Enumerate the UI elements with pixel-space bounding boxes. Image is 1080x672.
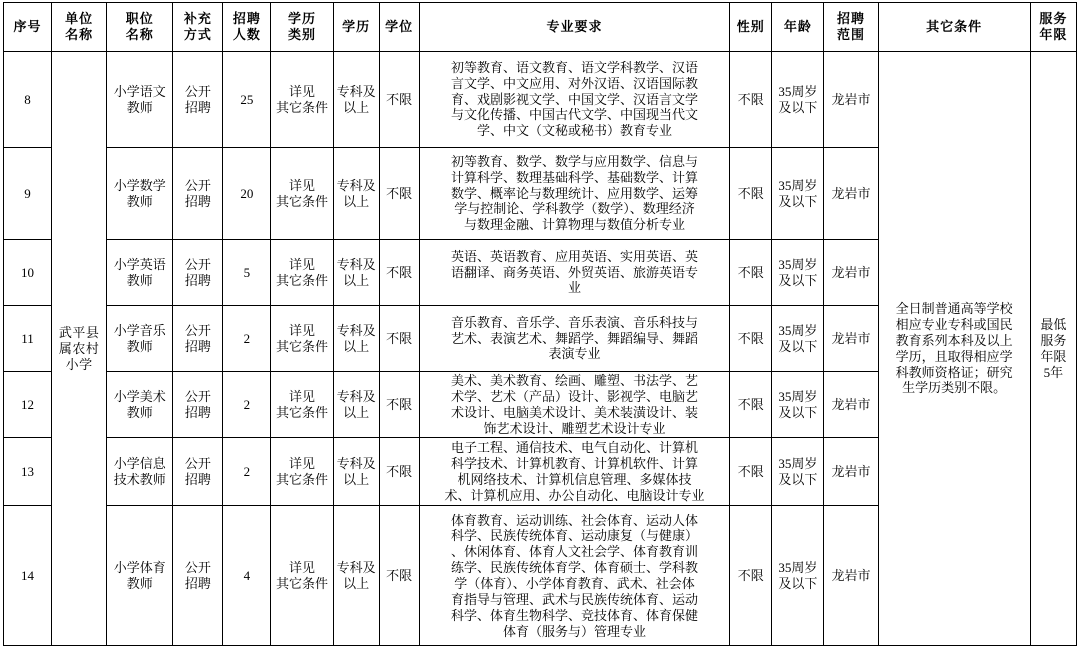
cell-edu-category: 详见 其它条件: [271, 438, 333, 506]
cell-major: 电子工程、通信技术、电气自动化、计算机 科学技术、计算机教育、计算机软件、计算 机网络技术、计算机信息管理、多媒体技 术、计算机应用、办公自动化、电脑设计专业: [419, 438, 730, 506]
cell-scope: 龙岩市: [824, 240, 878, 306]
cell-seq: 9: [4, 148, 52, 240]
header-education: 学历: [333, 3, 379, 52]
cell-education: 专科及 以上: [333, 438, 379, 506]
header-edu-category: 学历 类别: [271, 3, 333, 52]
cell-service-years: 最低 服务 年限 5年: [1030, 52, 1076, 646]
header-service-years: 服务 年限: [1030, 3, 1076, 52]
cell-degree: 不限: [379, 148, 419, 240]
cell-scope: 龙岩市: [824, 52, 878, 148]
header-degree: 学位: [379, 3, 419, 52]
table-body: [4, 52, 1077, 646]
header-position-name: 职位 名称: [107, 3, 173, 52]
cell-education: 专科及 以上: [333, 148, 379, 240]
cell-education: 专科及 以上: [333, 506, 379, 646]
header-count: 招聘 人数: [223, 3, 271, 52]
cell-count: 25: [223, 52, 271, 148]
header-row: [4, 3, 1077, 52]
header-unit-name: 单位 名称: [52, 3, 107, 52]
cell-scope: 龙岩市: [824, 148, 878, 240]
cell-education: 专科及 以上: [333, 306, 379, 372]
cell-degree: 不限: [379, 306, 419, 372]
table-row: [4, 52, 1077, 148]
cell-age: 35周岁 及以下: [772, 438, 824, 506]
cell-unit-name: 武平县 属农村 小学: [52, 52, 107, 646]
cell-degree: 不限: [379, 372, 419, 438]
cell-method: 公开 招聘: [173, 240, 223, 306]
cell-position: 小学体育 教师: [107, 506, 173, 646]
cell-degree: 不限: [379, 52, 419, 148]
cell-position: 小学英语 教师: [107, 240, 173, 306]
cell-gender: 不限: [730, 372, 772, 438]
header-major: 专业要求: [419, 3, 730, 52]
header-method: 补充 方式: [173, 3, 223, 52]
cell-method: 公开 招聘: [173, 506, 223, 646]
header-gender: 性别: [730, 3, 772, 52]
cell-method: 公开 招聘: [173, 52, 223, 148]
cell-count: 5: [223, 240, 271, 306]
cell-seq: 13: [4, 438, 52, 506]
cell-method: 公开 招聘: [173, 372, 223, 438]
cell-count: 4: [223, 506, 271, 646]
cell-age: 35周岁 及以下: [772, 506, 824, 646]
cell-other-conditions: 全日制普通高等学校 相应专业专科或国民 教育系列本科及以上 学历，且取得相应学 科教师资格证；研究 生学历类别不限。: [878, 52, 1030, 646]
cell-major: 英语、英语教育、应用英语、实用英语、英 语翻译、商务英语、外贸英语、旅游英语专 业: [419, 240, 730, 306]
cell-edu-category: 详见 其它条件: [271, 372, 333, 438]
header-age: 年龄: [772, 3, 824, 52]
cell-degree: 不限: [379, 438, 419, 506]
cell-position: 小学信息 技术教师: [107, 438, 173, 506]
cell-scope: 龙岩市: [824, 438, 878, 506]
cell-position: 小学美术 教师: [107, 372, 173, 438]
cell-gender: 不限: [730, 240, 772, 306]
cell-count: 2: [223, 438, 271, 506]
cell-major: 体育教育、运动训练、社会体育、运动人体 科学、民族传统体育、运动康复（与健康） 、休闲体育、体育人文社会学、体育教育训 练学、民族传统体育学、体育硕士、学科教 学（体育）、小学体育教育、武术、社会体 育指导与管理、武术与民族传统体育、运动 科学、体育生物科学、竞技体育、体育保健 体育（服务与）管理专业: [419, 506, 730, 646]
cell-education: 专科及 以上: [333, 240, 379, 306]
recruitment-table: [3, 2, 1077, 646]
cell-major: 美术、美术教育、绘画、雕塑、书法学、艺 术学、艺术（产品）设计、影视学、电脑艺 术设计、电脑美术设计、美术装潢设计、装 饰艺术设计、雕塑艺术设计专业: [419, 372, 730, 438]
cell-seq: 10: [4, 240, 52, 306]
cell-gender: 不限: [730, 52, 772, 148]
cell-gender: 不限: [730, 306, 772, 372]
cell-age: 35周岁 及以下: [772, 52, 824, 148]
cell-scope: 龙岩市: [824, 306, 878, 372]
cell-scope: 龙岩市: [824, 506, 878, 646]
cell-position: 小学语文 教师: [107, 52, 173, 148]
cell-position: 小学音乐 教师: [107, 306, 173, 372]
cell-method: 公开 招聘: [173, 438, 223, 506]
cell-age: 35周岁 及以下: [772, 240, 824, 306]
cell-method: 公开 招聘: [173, 306, 223, 372]
cell-education: 专科及 以上: [333, 372, 379, 438]
cell-seq: 11: [4, 306, 52, 372]
cell-count: 20: [223, 148, 271, 240]
header-other-conditions: 其它条件: [878, 3, 1030, 52]
cell-position: 小学数学 教师: [107, 148, 173, 240]
cell-degree: 不限: [379, 506, 419, 646]
cell-age: 35周岁 及以下: [772, 306, 824, 372]
cell-age: 35周岁 及以下: [772, 148, 824, 240]
cell-seq: 8: [4, 52, 52, 148]
cell-scope: 龙岩市: [824, 372, 878, 438]
cell-major: 音乐教育、音乐学、音乐表演、音乐科技与 艺术、表演艺术、舞蹈学、舞蹈编导、舞蹈 表演专业: [419, 306, 730, 372]
cell-edu-category: 详见 其它条件: [271, 306, 333, 372]
cell-gender: 不限: [730, 148, 772, 240]
cell-major: 初等教育、数学、数学与应用数学、信息与 计算科学、数理基础科学、基础数学、计算 数学、概率论与数理统计、应用数学、运筹 学与控制论、学科教学（数学）、数理经济 与数理金融、计算物理与数值分析专业: [419, 148, 730, 240]
cell-seq: 12: [4, 372, 52, 438]
table-header: [4, 3, 1077, 52]
cell-education: 专科及 以上: [333, 52, 379, 148]
header-scope: 招聘 范围: [824, 3, 878, 52]
header-seq: 序号: [4, 3, 52, 52]
cell-method: 公开 招聘: [173, 148, 223, 240]
cell-count: 2: [223, 306, 271, 372]
recruitment-table-document: [0, 2, 1080, 672]
cell-major: 初等教育、语文教育、语文学科教学、汉语 言文学、中文应用、对外汉语、汉语国际教 育、戏剧影视文学、中国文学、汉语言文学 与文化传播、中国古代文学、中国现当代文 学、中文（文秘或秘书）教育专业: [419, 52, 730, 148]
cell-edu-category: 详见 其它条件: [271, 240, 333, 306]
cell-gender: 不限: [730, 506, 772, 646]
cell-age: 35周岁 及以下: [772, 372, 824, 438]
cell-seq: 14: [4, 506, 52, 646]
cell-degree: 不限: [379, 240, 419, 306]
cell-gender: 不限: [730, 438, 772, 506]
cell-edu-category: 详见 其它条件: [271, 52, 333, 148]
cell-edu-category: 详见 其它条件: [271, 148, 333, 240]
cell-count: 2: [223, 372, 271, 438]
cell-edu-category: 详见 其它条件: [271, 506, 333, 646]
